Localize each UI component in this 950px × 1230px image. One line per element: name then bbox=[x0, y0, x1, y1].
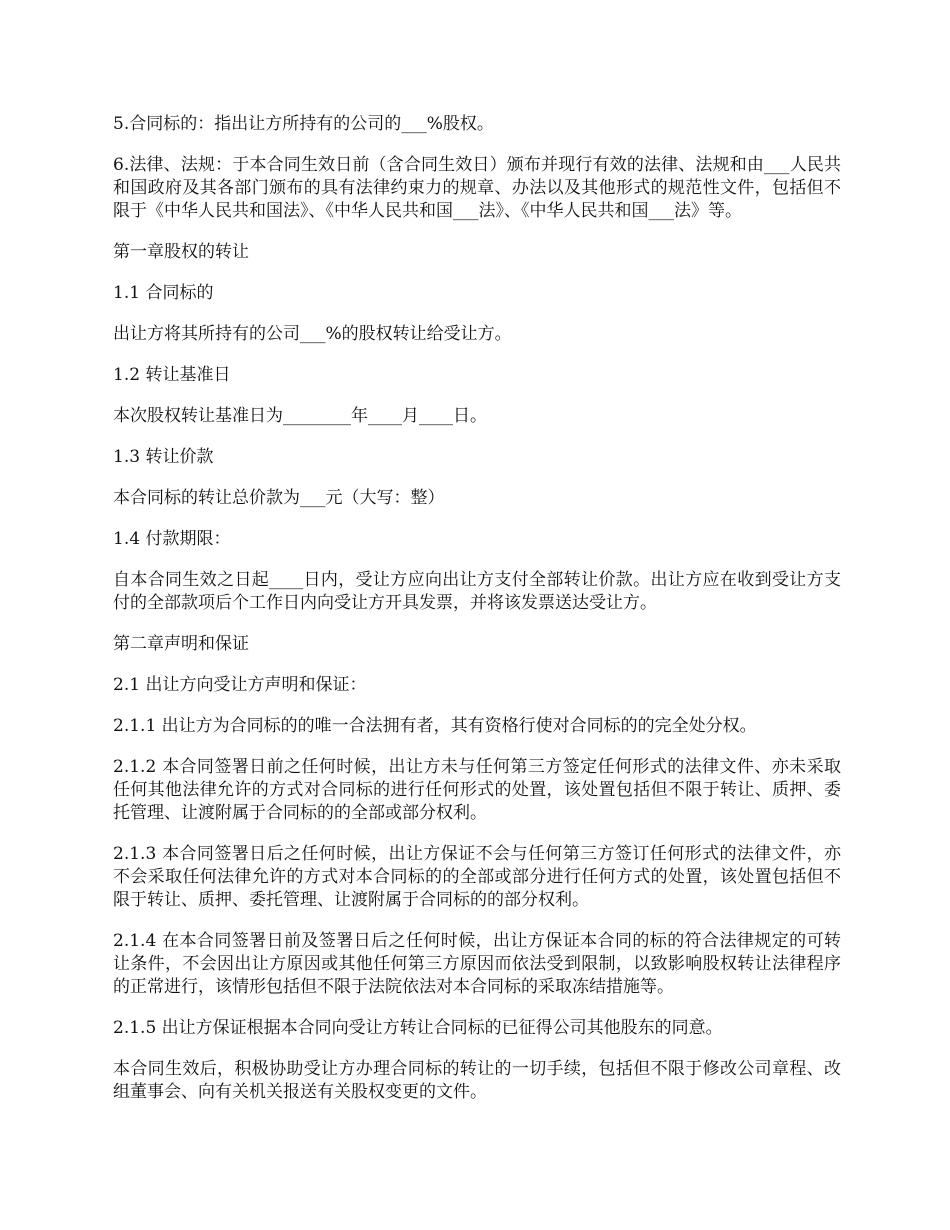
section-1-1-heading: 1.1 合同标的 bbox=[113, 283, 214, 303]
definition-laws-regulations: 6.法律、法规：于本合同生效日前（含合同生效日）颁布并现行有效的法律、法规和由___人民共和国政府及其各部门颁布的具有法律约束力的规章、办法以及其他形式的规范性文件，包括但不限于《中华人民共和国法》、《中华人民共和国___法》、《中华人民共和国___法》等。 bbox=[113, 155, 841, 221]
clause-2-1-5: 2.1.5 出让方保证根据本合同向受让方转让合同标的已征得公司其他股东的同意。 bbox=[113, 1018, 723, 1038]
section-1-3-heading: 1.3 转让价款 bbox=[113, 447, 214, 467]
clause-2-1-2: 2.1.2 本合同签署日前之任何时候，出让方未与任何第三方签定任何形式的法律文件、亦未采取任何其他法律允许的方式对合同标的进行任何形式的处置，该处置包括但不限于转让、质押、委托管理、让渡附属于合同标的的全部或部分权利。 bbox=[113, 757, 841, 823]
clause-2-1-3: 2.1.3 本合同签署日后之任何时候，出让方保证不会与任何第三方签订任何形式的法律文件，亦不会采取任何法律允许的方式对本合同标的的全部或部分进行任何方式的处置，该处置包括但不限于转让、质押、委托管理、让渡附属于合同标的的部分权利。 bbox=[113, 844, 841, 910]
chapter-2-heading: 第二章声明和保证 bbox=[113, 634, 249, 654]
section-1-3-body: 本合同标的转让总价款为___元（大写：整） bbox=[113, 488, 445, 508]
document-page bbox=[113, 113, 841, 1122]
section-1-4-heading: 1.4 付款期限： bbox=[113, 529, 231, 549]
clause-2-1-1: 2.1.1 出让方为合同标的的唯一合法拥有者，其有资格行使对合同标的的完全处分权。 bbox=[113, 716, 757, 736]
clause-2-1-4: 2.1.4 在本合同签署日前及签署日后之任何时候，出让方保证本合同的标的符合法律规定的可转让条件，不会因出让方原因或其他任何第三方原因而依法受到限制，以致影响股权转让法律程序的正常进行，该情形包括但不限于法院依法对本合同标的采取冻结措施等。 bbox=[113, 931, 841, 997]
section-2-1-heading: 2.1 出让方向受让方声明和保证： bbox=[113, 675, 367, 695]
chapter-1-heading: 第一章股权的转让 bbox=[113, 242, 249, 262]
section-1-1-body: 出让方将其所持有的公司___%的股权转让给受让方。 bbox=[113, 324, 512, 344]
section-1-4-body: 自本合同生效之日起____日内，受让方应向出让方支付全部转让价款。出让方应在收到受让方支付的全部款项后个工作日内向受让方开具发票，并将该发票送达受让方。 bbox=[113, 570, 841, 613]
section-1-2-heading: 1.2 转让基准日 bbox=[113, 365, 231, 385]
definition-contract-subject: 5.合同标的：指出让方所持有的公司的___%股权。 bbox=[113, 114, 494, 134]
section-1-2-body: 本次股权转让基准日为________年____月____日。 bbox=[113, 406, 487, 426]
closing-paragraph: 本合同生效后，积极协助受让方办理合同标的转让的一切手续，包括但不限于修改公司章程、改组董事会、向有关机关报送有关股权变更的文件。 bbox=[113, 1059, 841, 1102]
